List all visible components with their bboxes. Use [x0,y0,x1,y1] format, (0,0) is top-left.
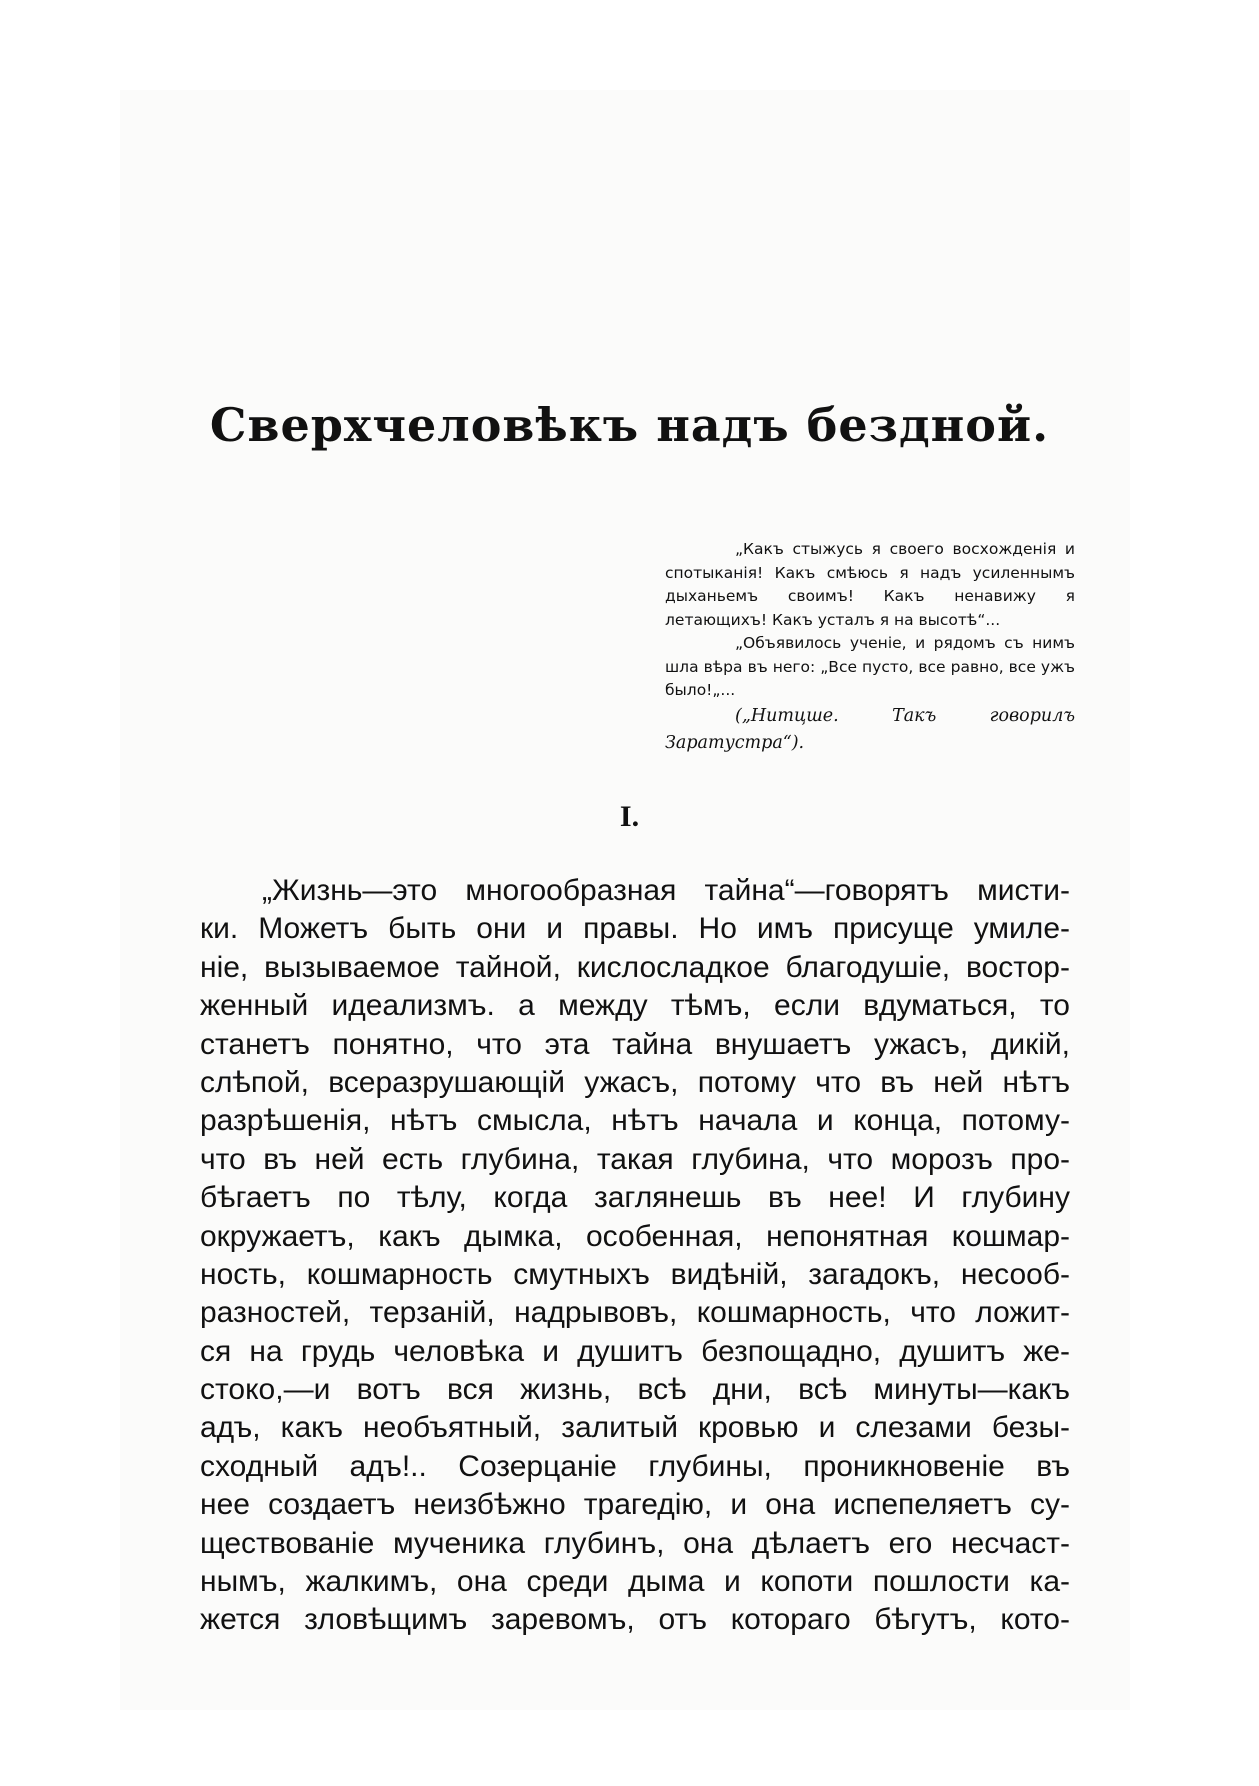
text-line: ніе, вызываемое тайной, кислосладкое благодушіе, востор- [200,950,1070,984]
text-line: „Жизнь—это многообразная тайна“—говорятъ мисти- [262,874,1070,907]
text-line: женный идеализмъ. а между тѣмъ, если вдуматься, то [200,989,1070,1023]
epigraph [665,538,1075,757]
text-line: слѣпой, всеразрушающій ужасъ, потому что въ ней нѣтъ [200,1065,1070,1099]
text-line: разностей, терзаній, надрывовъ, кошмарность, что ложит- [200,1296,1070,1330]
text-line: ся на грудь человѣка и душитъ безпощадно, душитъ же- [200,1334,1070,1368]
text-line: что въ ней есть глубина, такая глубина, что морозъ про- [200,1142,1070,1176]
epigraph-paragraph: „Какъ стыжусь я своего восхожденія и спотыканія! Какъ смѣюсь я надъ усиленнымъ дыханьемъ своимъ! Какъ ненавижу я летающихъ! Какъ усталъ я на высотѣ“... [665,540,1075,629]
text-line: нее создаетъ неизбѣжно трагедію, и она испепеляетъ су- [200,1488,1070,1522]
text-line: сходный адъ!.. Созерцаніе глубины, проникновеніе въ [200,1449,1070,1483]
text-line: бѣгаетъ по тѣлу, когда заглянешь въ нее! И глубину [200,1181,1070,1215]
text-line: адъ, какъ необъятный, залитый кровью и слезами безы- [200,1411,1070,1445]
text-line: окружаетъ, какъ дымка, особенная, непонятная кошмар- [200,1219,1070,1253]
chapter-heading: I. [619,800,640,833]
page-title: Сверхчеловѣкъ надъ бездной. [209,398,1050,452]
text-line: ность, кошмарность смутныхъ видѣній, загадокъ, несооб- [200,1257,1070,1291]
epigraph-paragraph: „Объявилось ученіе, и рядомъ съ нимъ шла вѣра въ него: „Все пусто, все равно, все ужъ было!„... [665,634,1075,699]
text-line: жется зловѣщимъ заревомъ, отъ котораго бѣгутъ, кото- [200,1603,1070,1637]
text-line: ществованіе мученика глубинъ, она дѣлаетъ его несчаст- [200,1526,1070,1560]
text-line: ки. Можетъ быть они и правы. Но имъ присуще умиле- [200,912,1070,946]
body-text [200,872,1070,1640]
text-line: нымъ, жалкимъ, она среди дыма и копоти пошлости ка- [200,1565,1070,1599]
text-line: стоко,—и вотъ вся жизнь, всѣ дни, всѣ минуты—какъ [200,1373,1070,1407]
text-line: разрѣшенія, нѣтъ смысла, нѣтъ начала и конца, потому- [200,1104,1070,1138]
epigraph-source: („Нитцше. Такъ говорилъ Заратустра“). [665,705,1075,753]
text-line: станетъ понятно, что эта тайна внушаетъ ужасъ, дикій, [200,1027,1070,1061]
